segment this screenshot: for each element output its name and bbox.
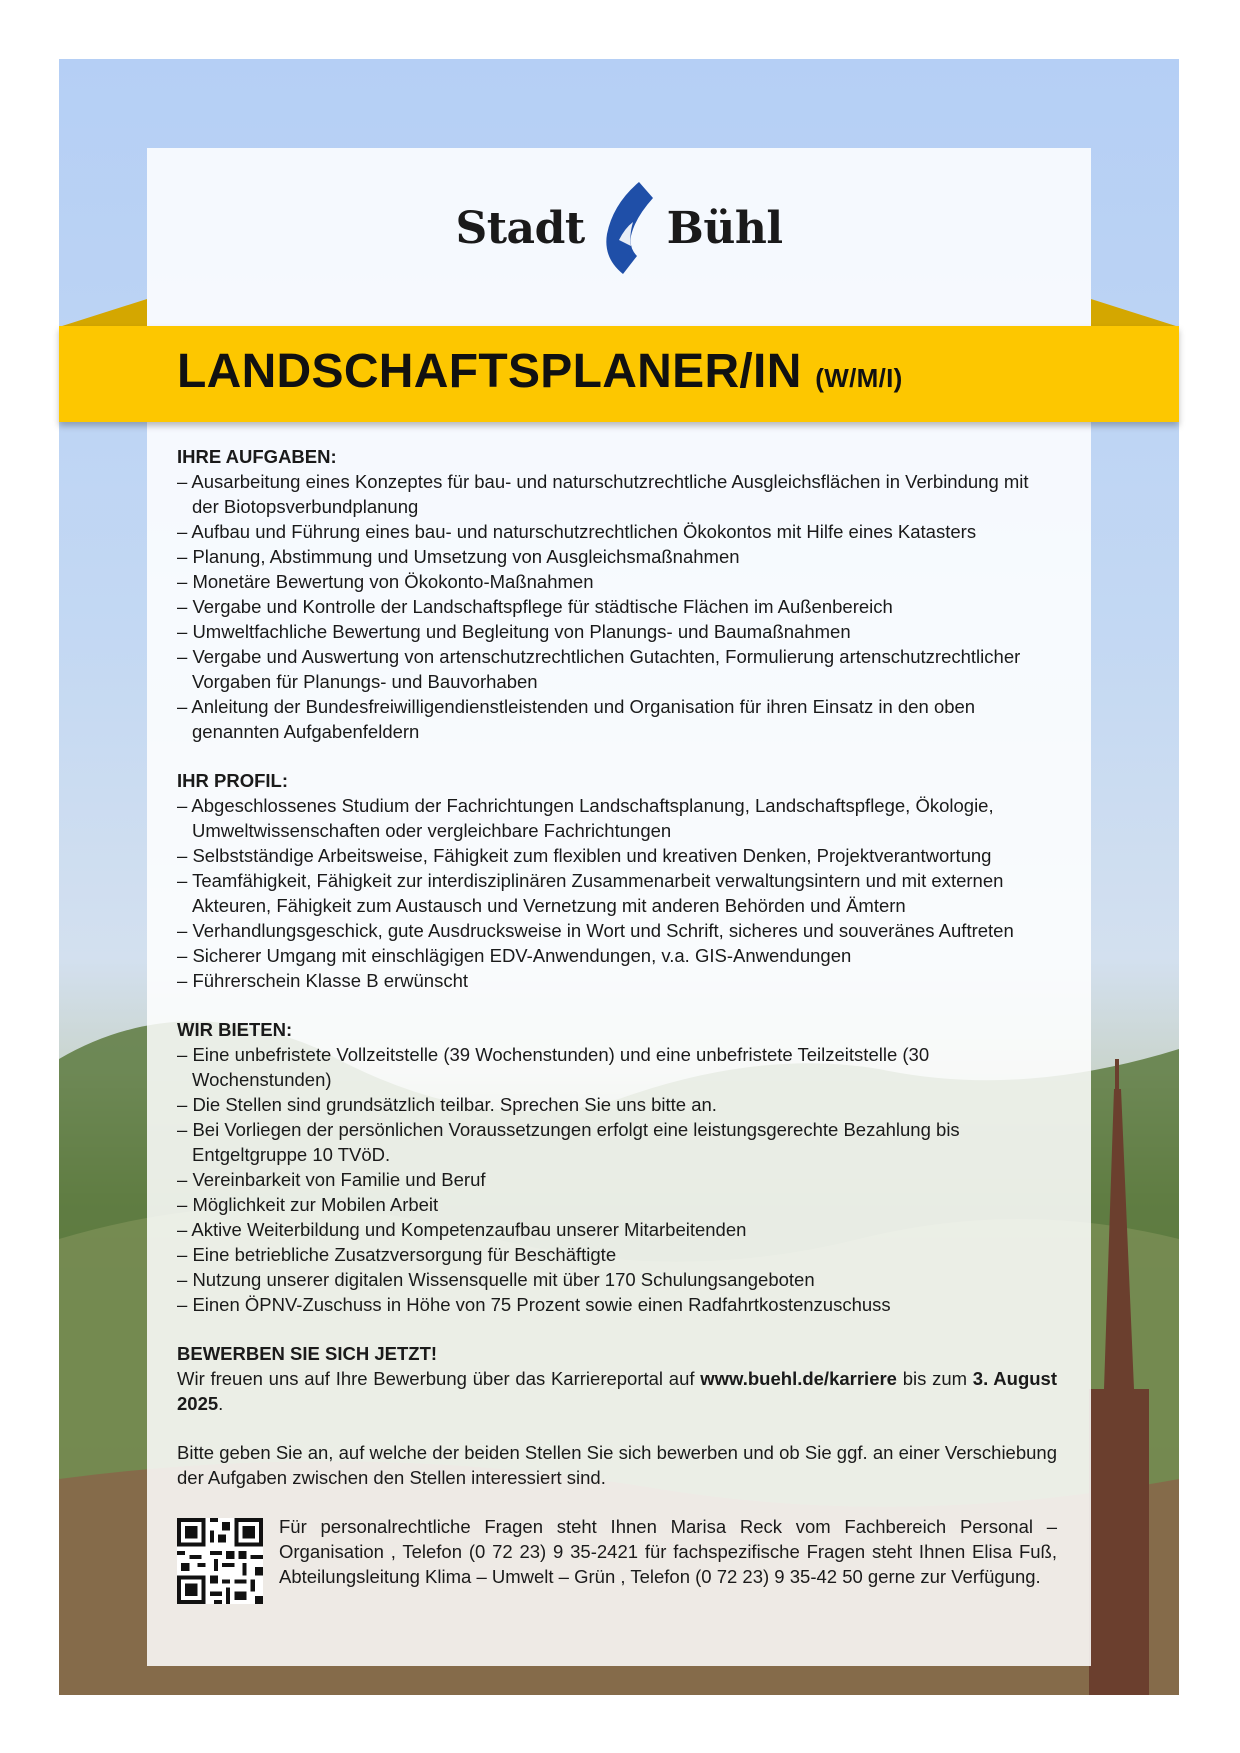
list-item: – Eine betriebliche Zusatzversorgung für Beschäftigte xyxy=(177,1242,1057,1267)
job-title xyxy=(177,344,903,399)
list-item: – Führerschein Klasse B erwünscht xyxy=(177,968,1057,993)
aufgaben-list xyxy=(177,469,1057,744)
list-item: – Teamfähigkeit, Fähigkeit zur interdisziplinären Zusammenarbeit verwaltungsintern und mit externen Akteuren, Fähigkeit zum Austausch und Vernetzung mit anderen Behörden und Ämtern xyxy=(177,868,1057,918)
list-item: – Ausarbeitung eines Konzeptes für bau- und naturschutzrechtliche Ausgleichsflächen in Verbindung mit der Biotopsverbundplanung xyxy=(177,469,1057,519)
list-item: – Abgeschlossenes Studium der Fachrichtungen Landschaftsplanung, Landschaftspflege, Ökologie, Umweltwissenschaften oder vergleichbare Fachrichtungen xyxy=(177,793,1057,843)
job-description xyxy=(177,444,1057,1604)
list-item: – Vergabe und Auswertung von artenschutzrechtlichen Gutachten, Formulierung artenschutzrechtlicher Vorgaben für Planungs- und Bauvorhaben xyxy=(177,644,1057,694)
list-item: – Anleitung der Bundesfreiwilligendienstleistenden und Organisation für ihren Einsatz in den oben genannten Aufgabenfeldern xyxy=(177,694,1057,744)
list-item: – Monetäre Bewertung von Ökokonto-Maßnahmen xyxy=(177,569,1057,594)
list-item: – Vergabe und Kontrolle der Landschaftspflege für städtische Flächen im Außenbereich xyxy=(177,594,1057,619)
bieten-list xyxy=(177,1042,1057,1317)
apply-text-after: . xyxy=(218,1393,224,1414)
list-item: – Einen ÖPNV-Zuschuss in Höhe von 75 Prozent sowie einen Radfahrtkostenzuschuss xyxy=(177,1292,1057,1317)
list-item: – Aufbau und Führung eines bau- und naturschutzrechtlichen Ökokontos mit Hilfe eines Katasters xyxy=(177,519,1057,544)
city-logo xyxy=(147,168,1091,288)
application-deadline: 3. August 2025 xyxy=(177,1368,1057,1414)
apply-paragraph xyxy=(177,1366,1057,1416)
stadt-buehl-emblem-icon xyxy=(595,178,657,278)
job-title-main: LANDSCHAFTSPLANER/IN xyxy=(177,345,802,398)
list-item: – Sicherer Umgang mit einschlägigen EDV-Anwendungen, v.a. GIS-Anwendungen xyxy=(177,943,1057,968)
list-item: – Planung, Abstimmung und Umsetzung von Ausgleichsmaßnahmen xyxy=(177,544,1057,569)
contact-text: Für personalrechtliche Fragen steht Ihnen Marisa Reck vom Fachbereich Personal – Organisation , Telefon (0 72 23) 9 35-2421 für fachspezifische Fragen steht Ihnen Elisa Fuß, Abteilungsleitung Klima – Umwelt – Grün , Telefon (0 72 23) 9 35-42 50 gerne zur Verfügung. xyxy=(279,1516,1057,1587)
apply-text-middle: bis zum xyxy=(896,1368,973,1389)
logo-word-left: Stadt xyxy=(455,202,585,254)
list-item: – Umweltfachliche Bewertung und Begleitung von Planungs- und Baumaßnahmen xyxy=(177,619,1057,644)
position-note: Bitte geben Sie an, auf welche der beiden Stellen Sie sich bewerben und ob Sie ggf. an einer Verschiebung der Aufgaben zwischen den Stellen interessiert sind. xyxy=(177,1442,1057,1488)
profil-list xyxy=(177,793,1057,993)
title-band xyxy=(59,326,1179,422)
list-item: – Eine unbefristete Vollzeitstelle (39 Wochenstunden) und eine unbefristete Teilzeitstelle (30 Wochenstunden) xyxy=(177,1042,1057,1092)
list-item: – Vereinbarkeit von Familie und Beruf xyxy=(177,1167,1057,1192)
band-fold-left xyxy=(59,299,147,327)
band-fold-right xyxy=(1091,299,1179,327)
qr-code-icon[interactable] xyxy=(177,1518,263,1604)
list-item: – Selbstständige Arbeitsweise, Fähigkeit zum flexiblen und kreativen Denken, Projektverantwortung xyxy=(177,843,1057,868)
section-heading-aufgaben: IHRE AUFGABEN: xyxy=(177,446,337,467)
career-portal-link[interactable]: www.buehl.de/karriere xyxy=(700,1368,897,1389)
section-heading-bieten: WIR BIETEN: xyxy=(177,1019,293,1040)
list-item: – Möglichkeit zur Mobilen Arbeit xyxy=(177,1192,1057,1217)
section-heading-profil: IHR PROFIL: xyxy=(177,770,288,791)
apply-text-before: Wir freuen uns auf Ihre Bewerbung über das Karriereportal auf xyxy=(177,1368,701,1389)
list-item: – Die Stellen sind grundsätzlich teilbar. Sprechen Sie uns bitte an. xyxy=(177,1092,1057,1117)
list-item: – Nutzung unserer digitalen Wissensquelle mit über 170 Schulungsangeboten xyxy=(177,1267,1057,1292)
section-heading-apply: BEWERBEN SIE SICH JETZT! xyxy=(177,1343,438,1364)
logo-word-right: Bühl xyxy=(666,202,783,254)
job-title-gender: (W/M/I) xyxy=(815,363,903,393)
list-item: – Verhandlungsgeschick, gute Ausdrucksweise in Wort und Schrift, sicheres und souveränes Auftreten xyxy=(177,918,1057,943)
list-item: – Bei Vorliegen der persönlichen Voraussetzungen erfolgt eine leistungsgerechte Bezahlung bis Entgeltgruppe 10 TVöD. xyxy=(177,1117,1057,1167)
contact-block xyxy=(177,1514,1057,1604)
list-item: – Aktive Weiterbildung und Kompetenzaufbau unserer Mitarbeitenden xyxy=(177,1217,1057,1242)
